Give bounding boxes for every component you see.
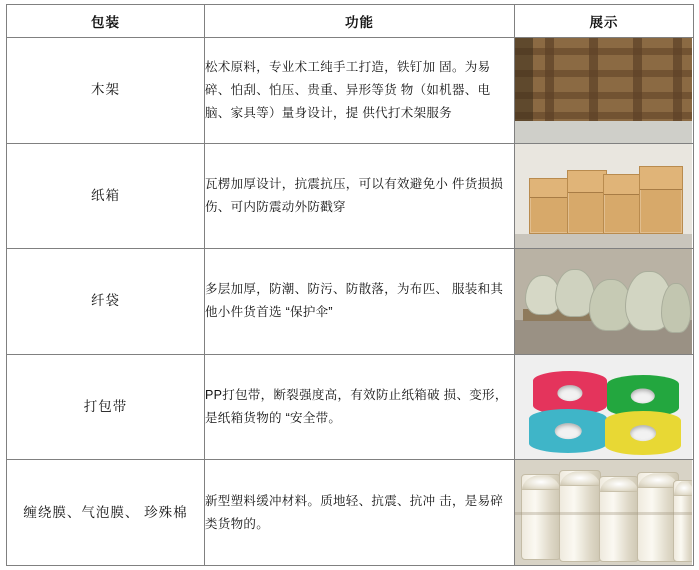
carton-box-photo bbox=[515, 144, 692, 249]
column-header-demo: 展示 bbox=[515, 5, 694, 38]
packaging-function: 松术原料，专业术工纯手工打造，铁钉加 固。为易碎、怕刮、怕压、贵重、异形等货 物（如机器、电脑、家具等）量身设计，提 供代打术架服务 bbox=[205, 38, 515, 144]
packaging-table bbox=[6, 4, 694, 566]
table-row bbox=[7, 460, 694, 566]
table-header-row bbox=[7, 5, 694, 38]
column-header-function: 功能 bbox=[205, 5, 515, 38]
packaging-name: 纸箱 bbox=[7, 143, 205, 249]
table-row bbox=[7, 38, 694, 144]
packaging-demo-cell bbox=[515, 354, 694, 460]
woven-bag-photo bbox=[515, 249, 692, 354]
column-header-packaging: 包装 bbox=[7, 5, 205, 38]
packaging-demo-cell bbox=[515, 143, 694, 249]
table-row bbox=[7, 249, 694, 355]
strapping-reel-photo bbox=[515, 355, 692, 460]
packaging-demo-cell bbox=[515, 38, 694, 144]
packaging-function: 多层加厚，防潮、防污、防散落，为布匹、 服装和其他小件货首选 “保护伞” bbox=[205, 249, 515, 355]
stretch-film-photo bbox=[515, 460, 692, 565]
table-row bbox=[7, 143, 694, 249]
packaging-function: 新型塑料缓冲材料。质地轻、抗震、抗冲 击，是易碎类货物的。 bbox=[205, 460, 515, 566]
table-row bbox=[7, 354, 694, 460]
packaging-name: 纤袋 bbox=[7, 249, 205, 355]
packaging-name: 木架 bbox=[7, 38, 205, 144]
packaging-function: PP打包带，断裂强度高，有效防止纸箱破 损、变形，是纸箱货物的 “安全带。 bbox=[205, 354, 515, 460]
packaging-demo-cell bbox=[515, 460, 694, 566]
packaging-name: 打包带 bbox=[7, 354, 205, 460]
wooden-crate-photo bbox=[515, 38, 692, 143]
packaging-name: 缠绕膜、气泡膜、 珍殊棉 bbox=[7, 460, 205, 566]
packaging-demo-cell bbox=[515, 249, 694, 355]
packaging-function: 瓦楞加厚设计，抗震抗压，可以有效避免小 件货损损伤、可内防震动外防戳穿 bbox=[205, 143, 515, 249]
